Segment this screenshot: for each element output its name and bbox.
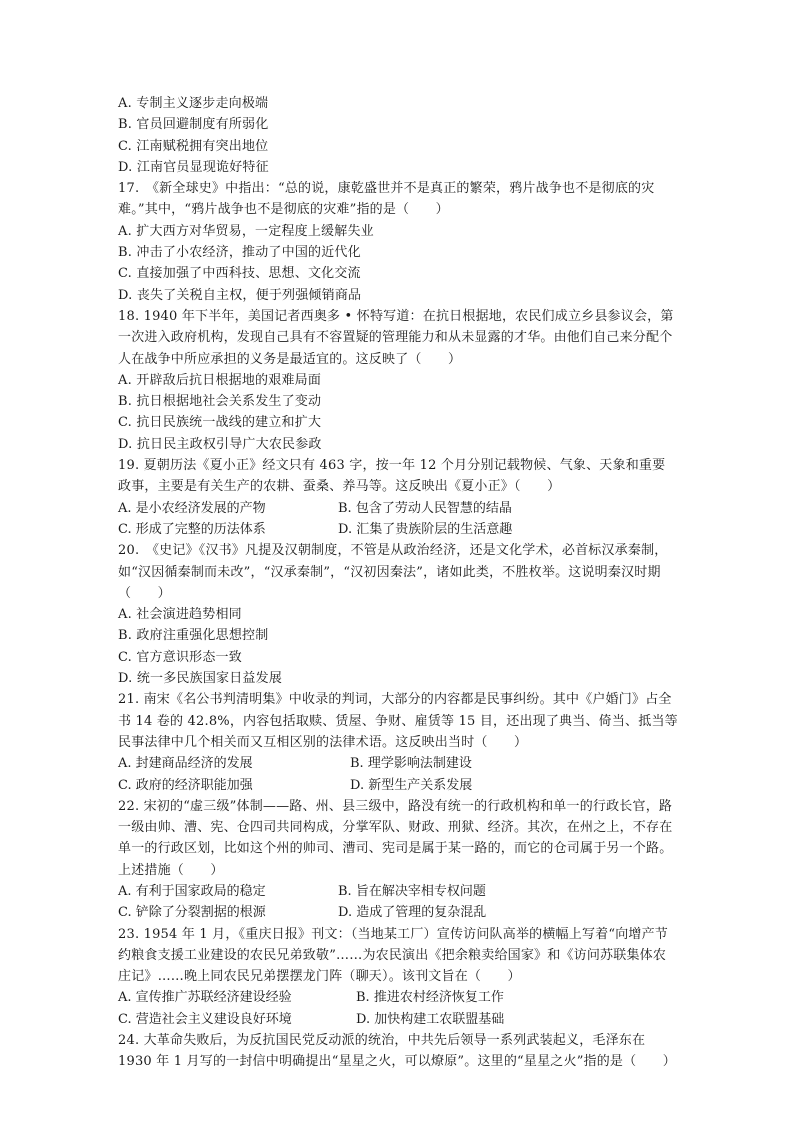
q17-option-a: A. 扩大西方对华贸易，一定程度上缓解失业	[118, 223, 374, 239]
q19-options-row-2	[118, 519, 678, 540]
q18-option-c: C. 抗日民族统一战线的建立和扩大	[118, 415, 322, 431]
q19-options-row-1	[118, 498, 678, 519]
q16-option-d: D. 江南官员显现诡好特征	[118, 159, 269, 175]
q17-option-b: B. 冲击了小农经济，推动了中国的近代化	[118, 245, 361, 261]
q23-option-a: A. 宣传推广苏联经济建设经验	[118, 990, 292, 1006]
q16-option-b: B. 官员回避制度有所弱化	[118, 117, 269, 133]
q21-stem: 21. 南宋《名公书判清明集》中收录的判词，大部分的内容都是民事纠纷。其中《户婚门》占全书 14 卷的 42.8%，内容包括取赎、赁屋、争财、雇赁等 15 目，还出现了典当、倚当、抵当等民事法律中几个相关而又互相区别的法律术语。这反映出当时（ ）	[118, 692, 678, 750]
q21-options-row-2	[118, 775, 678, 796]
q22-options-row-2	[118, 902, 678, 923]
q20-stem: 20. 《史记》《汉书》凡提及汉朝制度，不管是从政治经济，还是文化学术，必首标汉承秦制，如“汉因循秦制而未改”，“汉承秦制”，“汉初因秦法”，诸如此类，不胜枚举。这说明秦汉时期（ ）	[118, 543, 668, 601]
q23-options-row-2	[118, 1009, 678, 1030]
exam-page	[118, 93, 678, 1073]
q18-option-a: A. 开辟敌后抗日根据地的艰难局面	[118, 372, 322, 388]
q17-option-d: D. 丧失了关税自主权，便于列强倾销商品	[118, 287, 362, 303]
q17-option-c: C. 直接加强了中西科技、思想、文化交流	[118, 266, 361, 282]
q20-option-a: A. 社会演进趋势相同	[118, 607, 242, 623]
q20-option-b: B. 政府注重强化思想控制	[118, 628, 269, 644]
q16-option-a: A. 专制主义逐步走向极端	[118, 96, 269, 111]
q19-option-c: C. 形成了完整的历法体系	[118, 521, 266, 537]
q23-option-d: D. 加快构建工农联盟基础	[356, 1011, 505, 1027]
q23-stem: 23. 1954 年 1 月，《重庆日报》刊文：（当地某工厂）宣传访问队高举的横幅上写着“向增产节约粮食支援工业建设的农民兄弟致敬”……为农民演出《把余粮卖给国家》和《访问苏联集体农庄记》……晚上同农民兄弟摆摆龙门阵（聊天）。该刊文旨在（ ）	[118, 926, 669, 985]
q22-option-d: D. 造成了管理的复杂混乱	[338, 905, 487, 921]
q20-option-c: C. 官方意识形态一致	[118, 649, 242, 665]
q23-options-row-1	[118, 987, 678, 1008]
q21-option-c: C. 政府的经济职能加强	[118, 777, 253, 793]
q19-option-d: D. 汇集了贵族阶层的生活意趣	[338, 521, 513, 537]
q22-option-c: C. 铲除了分裂割据的根源	[118, 905, 266, 921]
q24-stem: 24. 大革命失败后，为反抗国民党反动派的统治，中共先后领导一系列武装起义，毛泽东在 1930 年 1 月写的一封信中明确提出“星星之火，可以燎原”。这里的“星星之火”指的是（ ）	[118, 1033, 676, 1070]
q22-stem: 22. 宋初的“虚三级”体制——路、州、县三级中，路没有统一的行政机构和单一的行政长官，路一级由帅、漕、宪、仓四司共同构成，分掌军队、财政、刑狱、经济。其次，在州之上，不存在单一的行政区划，比如这个州的帅司、漕司、宪司是属于某一路的，而它的仓司属于另一个路。上述措施（ ）	[118, 798, 673, 878]
q22-option-b: B. 旨在解决宰相专权问题	[338, 883, 486, 899]
q23-option-c: C. 营造社会主义建设良好环境	[118, 1011, 292, 1027]
q19-option-b: B. 包含了劳动人民智慧的结晶	[338, 500, 512, 516]
q19-option-a: A. 是小农经济发展的产物	[118, 500, 266, 516]
q22-option-a: A. 有利于国家政局的稳定	[118, 883, 266, 899]
q17-stem: 17. 《新全球史》中指出：“总的说，康乾盛世并不是真正的繁荣，鸦片战争也不是彻底的灾难。”其中，“鸦片战争也不是彻底的灾难”指的是（ ）	[118, 181, 655, 218]
q21-option-a: A. 封建商品经济的发展	[118, 756, 253, 772]
q21-options-row-1	[118, 753, 678, 774]
q21-option-d: D. 新型生产关系发展	[350, 777, 473, 793]
q23-option-b: B. 推进农村经济恢复工作	[356, 990, 504, 1006]
q22-options-row-1	[118, 881, 678, 902]
q19-stem: 19. 夏朝历法《夏小正》经文只有 463 字，按一年 12 个月分别记载物候、气象、天象和重要政事，主要是有关生产的农耕、蚕桑、养马等。这反映出《夏小正》（ ）	[118, 458, 666, 495]
q18-option-d: D. 抗日民主政权引导广大农民参政	[118, 436, 322, 452]
q18-stem: 18. 1940 年下半年，美国记者西奥多 • 怀特写道：在抗日根据地，农民们成立乡县参议会，第一次进入政府机构，发现自己具有不容置疑的管理能力和从未显露的才华。由他们自己来分配个人在战争中所应承担的义务是最适宜的。这反映了（ ）	[118, 308, 674, 367]
q20-option-d: D. 统一多民族国家日益发展	[118, 671, 283, 687]
q21-option-b: B. 理学影响法制建设	[350, 756, 472, 772]
q18-option-b: B. 抗日根据地社会关系发生了变动	[118, 394, 322, 410]
q16-option-c: C. 江南赋税拥有突出地位	[118, 138, 269, 154]
